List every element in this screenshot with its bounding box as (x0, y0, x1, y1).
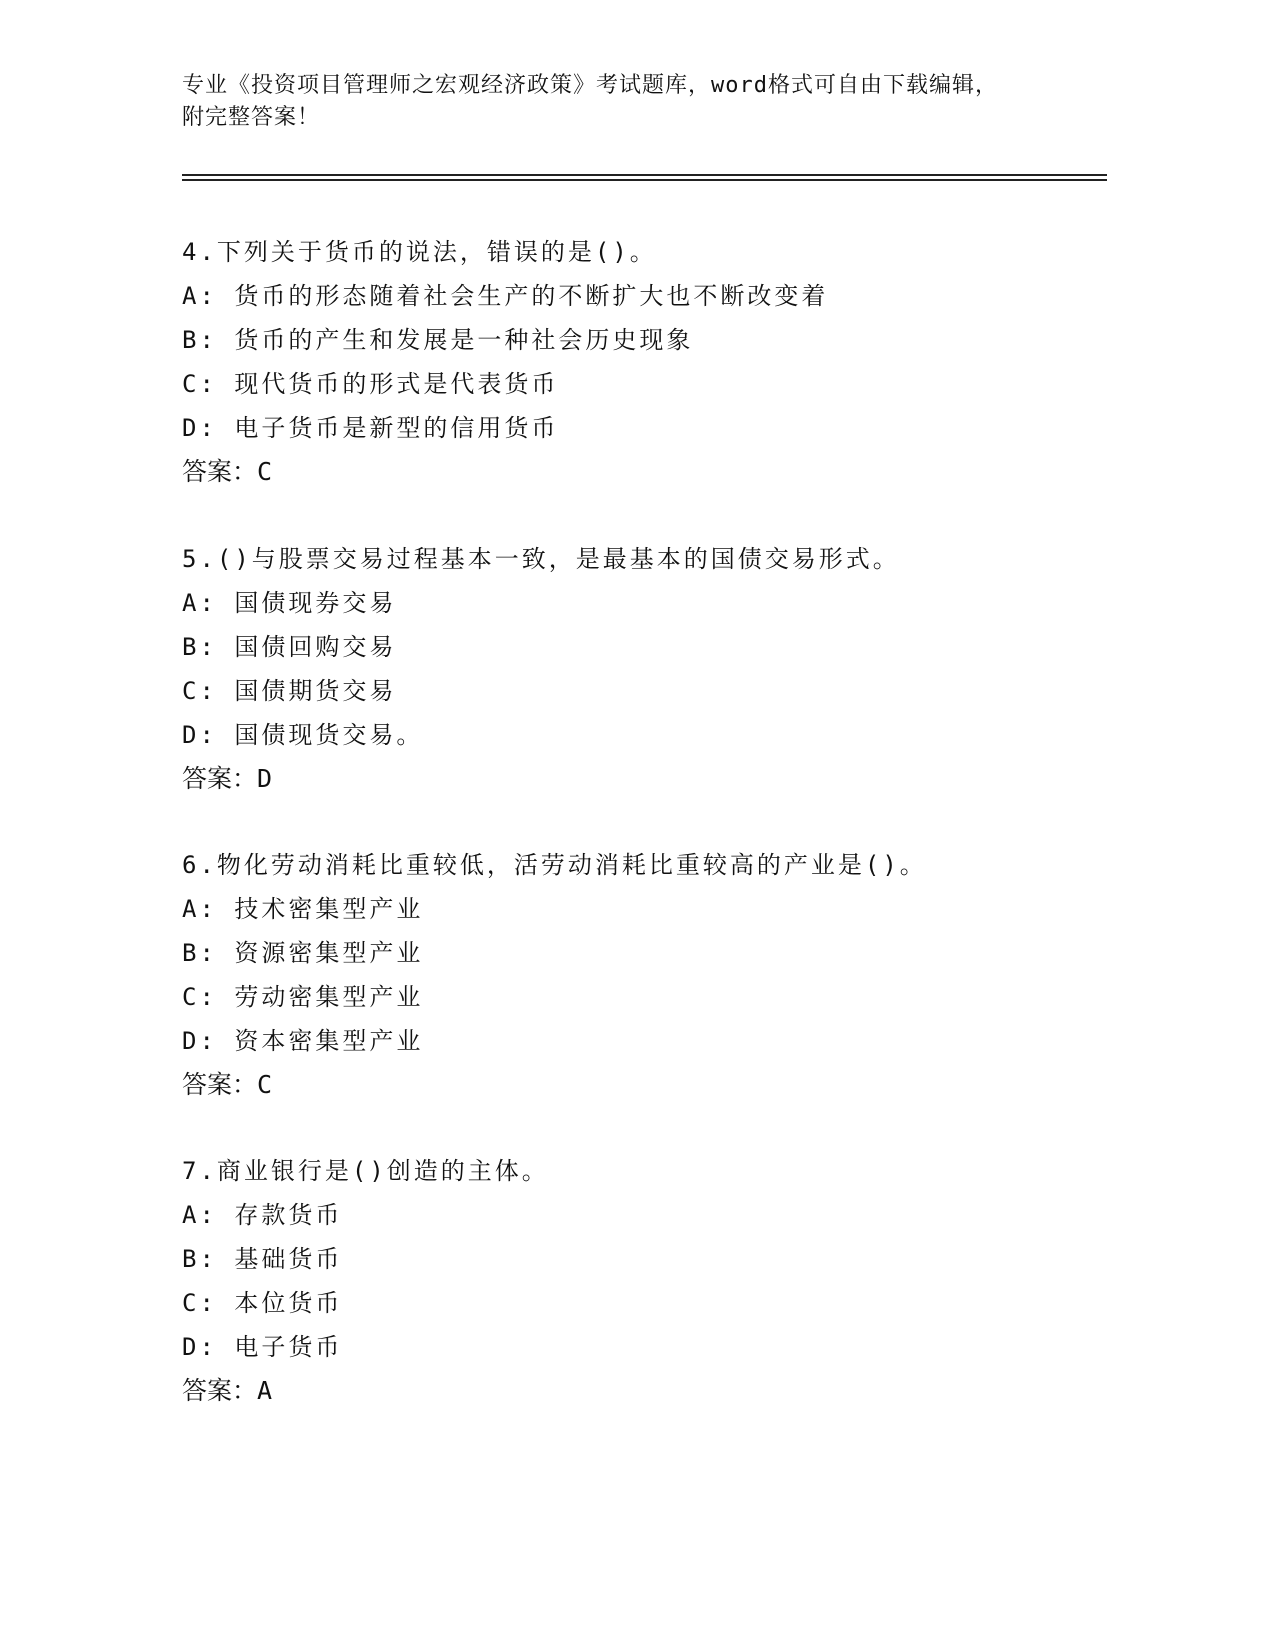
answer-line (182, 1063, 1102, 1107)
answer-value: A (257, 1376, 273, 1405)
header-divider-top (182, 174, 1107, 176)
answer-label: 答案： (182, 1376, 258, 1405)
option-b: B: 货币的产生和发展是一种社会历史现象 (182, 326, 694, 354)
question-block (182, 1149, 1102, 1413)
answer-label: 答案： (182, 457, 258, 486)
header-line-2: 附完整答案！ (182, 105, 321, 130)
option-a: A: 存款货币 (182, 1201, 343, 1229)
header-line-1: 专业《投资项目管理师之宏观经济政策》考试题库，word格式可自由下载编辑， (182, 73, 998, 98)
option-d: D: 资本密集型产业 (182, 1027, 424, 1055)
answer-line (182, 450, 1102, 494)
option-a: A: 货币的形态随着社会生产的不断扩大也不断改变着 (182, 282, 829, 310)
answer-label: 答案： (182, 764, 258, 793)
option-a: A: 国债现券交易 (182, 589, 397, 617)
option-b: B: 基础货币 (182, 1245, 343, 1273)
answer-label: 答案： (182, 1070, 258, 1099)
question-block (182, 537, 1102, 801)
option-b: B: 资源密集型产业 (182, 939, 424, 967)
answer-line (182, 757, 1102, 801)
option-a: A: 技术密集型产业 (182, 895, 424, 923)
option-c: C: 劳动密集型产业 (182, 983, 424, 1011)
option-c: C: 本位货币 (182, 1289, 343, 1317)
answer-value: C (257, 1070, 273, 1099)
question-stem: 7.商业银行是()创造的主体。 (182, 1157, 549, 1185)
option-d: D: 电子货币 (182, 1333, 343, 1361)
option-d: D: 国债现货交易。 (182, 721, 424, 749)
answer-value: C (257, 457, 273, 486)
question-block (182, 230, 1102, 494)
question-stem: 5.()与股票交易过程基本一致，是最基本的国债交易形式。 (182, 545, 900, 573)
header-divider-bottom (182, 179, 1107, 181)
option-c: C: 国债期货交易 (182, 677, 397, 705)
option-d: D: 电子货币是新型的信用货币 (182, 414, 559, 442)
question-stem: 6.物化劳动消耗比重较低，活劳动消耗比重较高的产业是()。 (182, 851, 927, 879)
option-c: C: 现代货币的形式是代表货币 (182, 370, 559, 398)
question-block (182, 843, 1102, 1107)
answer-value: D (257, 764, 273, 793)
option-b: B: 国债回购交易 (182, 633, 397, 661)
question-stem: 4.下列关于货币的说法，错误的是()。 (182, 238, 657, 266)
answer-line (182, 1369, 1102, 1413)
document-header (182, 70, 1082, 134)
